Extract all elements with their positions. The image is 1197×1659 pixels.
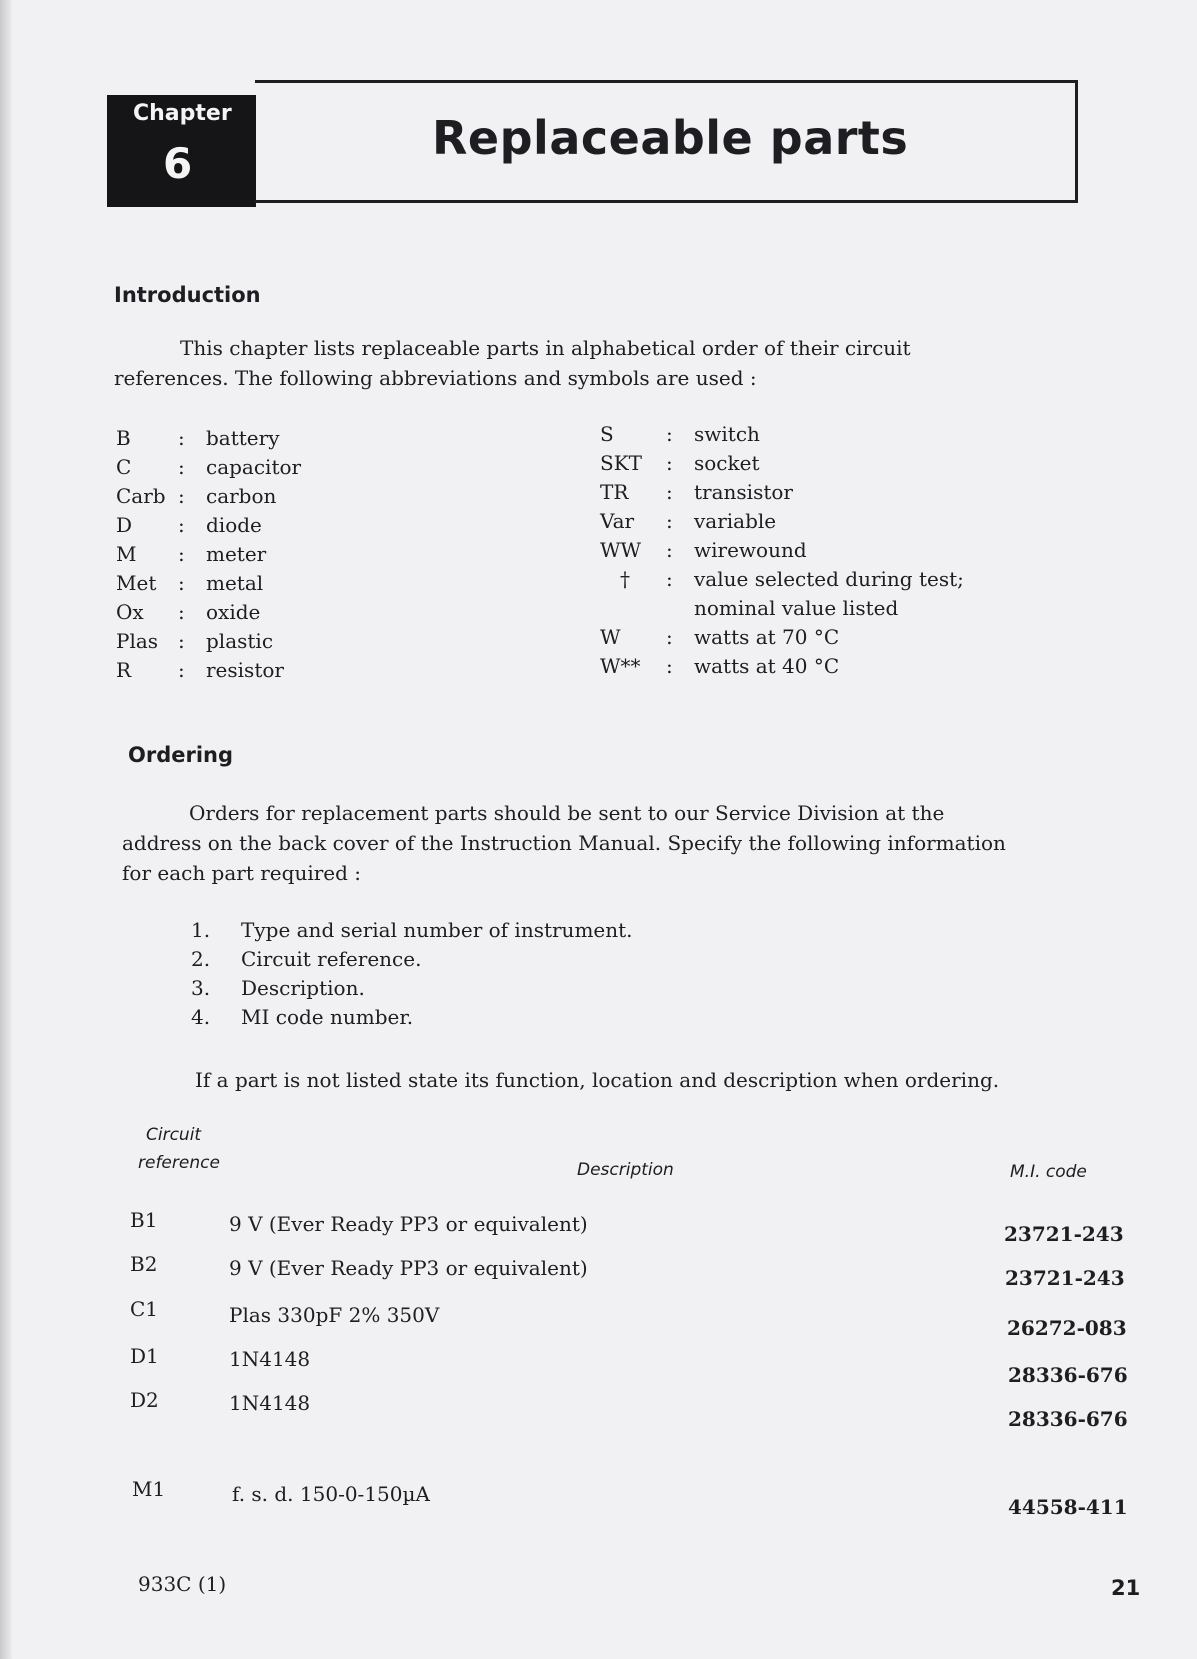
list-number: 4. [191, 1005, 211, 1029]
list-item [191, 1005, 413, 1029]
list-text: Description. [241, 976, 365, 1000]
list-text: Type and serial number of instrument. [241, 918, 633, 942]
column-header-ref-line2: reference [138, 1153, 220, 1173]
table-cell-description: 1N4148 [229, 1391, 311, 1415]
abbr-value: diode [206, 513, 262, 537]
abbr-value: plastic [206, 629, 274, 653]
table-cell-ref: B2 [130, 1252, 158, 1276]
table-cell-code: 23721-243 [1004, 1222, 1124, 1246]
abbr-key: Plas [116, 629, 159, 653]
abbr-value: watts at 40 °C [694, 654, 840, 678]
column-header-description: Description [577, 1160, 674, 1180]
chapter-badge [107, 95, 256, 207]
abbr-value: battery [206, 426, 280, 450]
table-cell-ref: D1 [130, 1344, 159, 1368]
table-cell-code: 28336-676 [1008, 1407, 1128, 1431]
abbr-value: wirewound [694, 538, 807, 562]
abbr-key: Var [600, 509, 635, 533]
abbr-key: W** [600, 654, 641, 678]
abbr-sep: : [178, 542, 185, 566]
abbr-value: value selected during test; [694, 567, 964, 591]
table-cell-description: 9 V (Ever Ready PP3 or equivalent) [229, 1256, 588, 1280]
abbr-sep: : [666, 625, 673, 649]
abbr-sep: : [178, 629, 185, 653]
table-cell-code: 44558-411 [1008, 1495, 1128, 1519]
page-edge-shadow [0, 0, 12, 1659]
table-cell-description: 1N4148 [229, 1347, 311, 1371]
document-reference: 933C (1) [138, 1572, 227, 1596]
abbr-key: R [116, 658, 132, 682]
abbr-key: D [116, 513, 133, 537]
abbr-sep: : [666, 422, 673, 446]
abbr-key: WW [600, 538, 642, 562]
list-number: 1. [191, 918, 211, 942]
abbr-sep: : [178, 455, 185, 479]
column-header-ref-line1: Circuit [146, 1125, 202, 1145]
list-text: MI code number. [241, 1005, 414, 1029]
page-number: 21 [1111, 1576, 1141, 1600]
column-header-code: M.I. code [1010, 1162, 1087, 1182]
intro-line-1: This chapter lists replaceable parts in alphabetical order of their circuit [180, 336, 911, 360]
introduction-heading: Introduction [114, 283, 261, 307]
abbr-sep: : [666, 451, 673, 475]
abbr-value: resistor [206, 658, 284, 682]
abbr-value: transistor [694, 480, 793, 504]
list-item [191, 976, 365, 1000]
ordering-note: If a part is not listed state its function, location and description when ordering. [195, 1068, 1000, 1092]
list-number: 2. [191, 947, 211, 971]
abbr-key: C [116, 455, 132, 479]
abbr-key: Carb [116, 484, 166, 508]
abbr-sep: : [666, 538, 673, 562]
abbr-key: S [600, 422, 614, 446]
table-cell-code: 28336-676 [1008, 1363, 1128, 1387]
abbr-key: TR [600, 480, 629, 504]
table-cell-ref: C1 [130, 1297, 159, 1321]
abbr-sep: : [178, 600, 185, 624]
list-text: Circuit reference. [241, 947, 422, 971]
abbr-sep: : [178, 658, 185, 682]
abbr-sep: : [178, 571, 185, 595]
ordering-heading: Ordering [128, 743, 234, 767]
abbr-value: carbon [206, 484, 277, 508]
list-number: 3. [191, 976, 211, 1000]
abbr-value: switch [694, 422, 760, 446]
page-title: Replaceable parts [432, 111, 909, 165]
chapter-number: 6 [163, 139, 193, 188]
abbr-key: Met [116, 571, 157, 595]
table-cell-description: 9 V (Ever Ready PP3 or equivalent) [229, 1212, 588, 1236]
abbr-key: SKT [600, 451, 642, 475]
abbr-value: oxide [206, 600, 261, 624]
abbr-sep: : [666, 654, 673, 678]
abbr-key: W [600, 625, 621, 649]
list-item [191, 947, 421, 971]
abbr-value: meter [206, 542, 267, 566]
abbr-sep: : [666, 567, 673, 591]
abbr-value: socket [694, 451, 760, 475]
abbr-value: capacitor [206, 455, 302, 479]
list-item [191, 918, 633, 942]
table-cell-description: Plas 330pF 2% 350V [229, 1303, 440, 1327]
abbr-key: M [116, 542, 137, 566]
abbr-value: watts at 70 °C [694, 625, 840, 649]
ordering-line-3: for each part required : [122, 861, 362, 885]
ordering-line-2: address on the back cover of the Instruction Manual. Specify the following information [122, 831, 1006, 855]
abbr-sep: : [178, 513, 185, 537]
abbr-sep: : [666, 509, 673, 533]
abbr-sep: : [178, 484, 185, 508]
chapter-label: Chapter [133, 101, 232, 126]
abbr-sep: : [178, 426, 185, 450]
table-cell-code: 26272-083 [1007, 1316, 1127, 1340]
abbr-key: Ox [116, 600, 144, 624]
table-cell-ref: D2 [130, 1388, 159, 1412]
intro-line-2: references. The following abbreviations and symbols are used : [114, 366, 757, 390]
abbr-sep: : [666, 480, 673, 504]
table-cell-code: 23721-243 [1005, 1266, 1125, 1290]
table-cell-ref: M1 [132, 1477, 166, 1501]
table-cell-description: f. s. d. 150-0-150µA [232, 1482, 430, 1506]
abbr-key: B [116, 426, 131, 450]
abbr-key: † [620, 567, 630, 591]
abbr-value: nominal value listed [694, 596, 899, 620]
title-frame [255, 80, 1078, 203]
abbr-value: variable [694, 509, 777, 533]
abbr-value: metal [206, 571, 264, 595]
ordering-line-1: Orders for replacement parts should be sent to our Service Division at the [189, 801, 945, 825]
table-cell-ref: B1 [130, 1208, 158, 1232]
